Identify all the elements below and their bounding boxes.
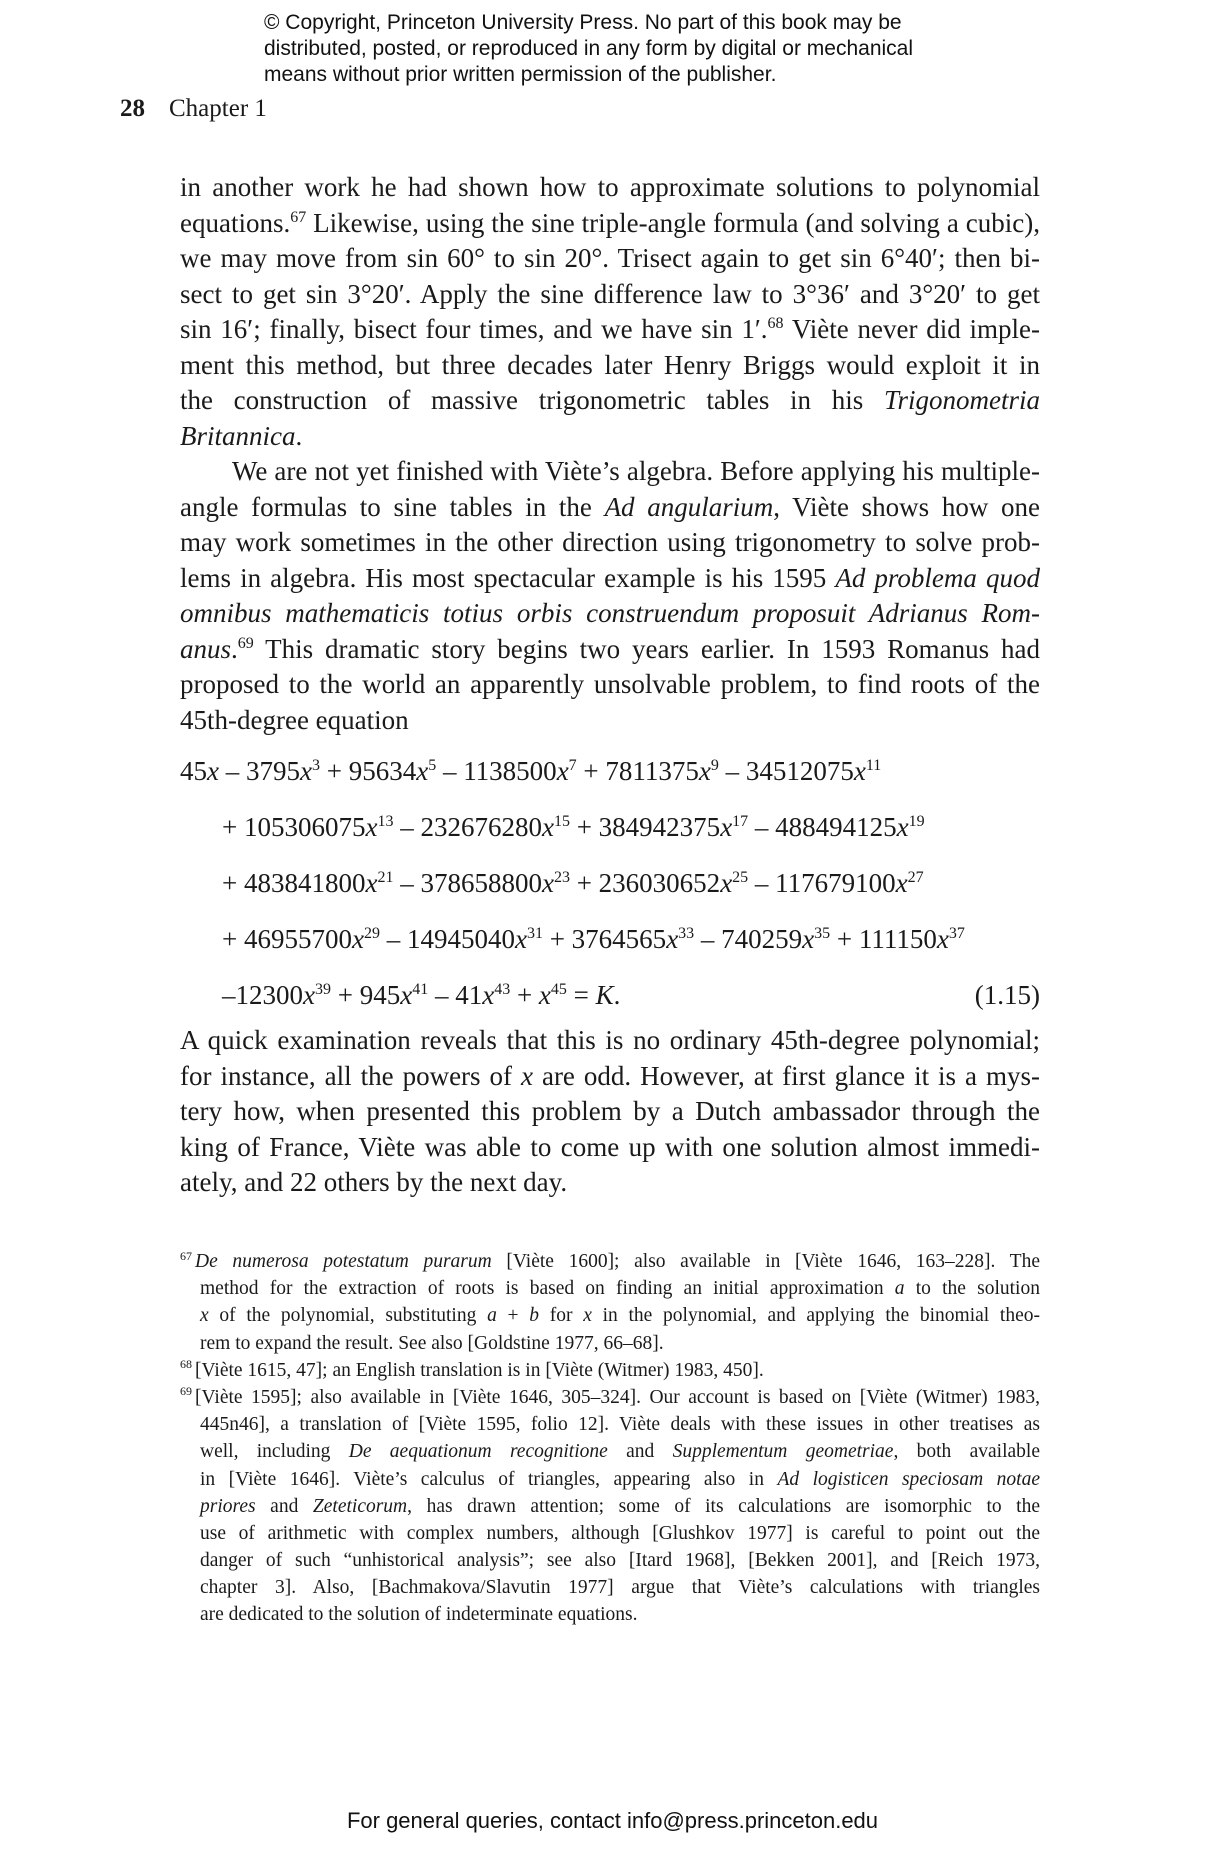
text-line: we may move from sin 60° to sin 20°. Trisect again to get sin 6°40′; then bi- xyxy=(180,243,1040,273)
equation-line xyxy=(180,924,1040,959)
text-line: tery how, when presented this problem by a Dutch ambassador through the xyxy=(180,1096,1040,1126)
text-line: A quick examination reveals that this is no ordinary 45th-degree polynomial; xyxy=(180,1025,1040,1055)
equation-terms: + $46955700x^{29} - 14945040x^{31} + 3764565x^{33} - 740259x^{35} + 111150x^{37}$ xyxy=(222,924,965,954)
footnote-line: rem to expand the result. See also [Goldstine 1977, 66–68]. xyxy=(200,1332,664,1354)
text-line: equations.$^{67}$ Likewise, using the sine triple-angle formula (and solving a cubic), xyxy=(180,207,1040,238)
text-line: sin 16′; finally, bisect four times, and we have sin 1′.$^{68}$ Viète never did imple- xyxy=(180,314,1040,344)
equation-terms: $45x - 3795x^3 + 95634x^5 - 1138500x^7 + 7811375x^9 - 34512075x^{11}$ xyxy=(180,756,882,786)
footnote-line: well, including De aequationum recognitione and Supplementum geometriae, both available xyxy=(200,1441,1040,1463)
equation-line xyxy=(180,868,1040,903)
text-line: omnibus mathematicis totius orbis construendum proposuit Adrianus Rom- xyxy=(180,598,1040,628)
equation-line xyxy=(180,812,1040,847)
paragraph-2 xyxy=(180,454,1040,738)
footnote-line: 445n46], a translation of [Viète 1595, folio 12]. Viète deals with these issues in other treatises as xyxy=(200,1414,1040,1436)
equation-line xyxy=(180,756,1040,791)
footnote-67 xyxy=(180,1248,1040,1357)
text-line: anus.$^{69}$ This dramatic story begins two years earlier. In 1593 Romanus had xyxy=(180,633,1040,664)
body-text xyxy=(180,170,1040,738)
text-line: for instance, all the powers of x are odd. However, at first glance it is a mys- xyxy=(180,1060,1040,1091)
footnote-line: are dedicated to the solution of indeterminate equations. xyxy=(200,1604,638,1626)
footnote-line: method for the extraction of roots is based on finding an initial approximation a to the solution xyxy=(200,1278,1040,1300)
contact-footer: For general queries, contact info@press.princeton.edu xyxy=(346,1808,879,1833)
footnote-69 xyxy=(180,1384,1040,1629)
footnote-line: $^{67}$ De numerosa potestatum purarum [Viète 1600]; also available in [Viète 1646, 163–228]. The xyxy=(180,1248,1040,1272)
text-line: king of France, Viète was able to come up with one solution almost immedi- xyxy=(180,1131,1040,1162)
paragraph-3 xyxy=(180,1023,1040,1201)
copyright-line: distributed, posted, or reproduced in any form by digital or mechanical xyxy=(264,37,914,60)
text-line: the construction of massive trigonometric tables in his Trigonometria xyxy=(180,385,1040,415)
text-line: sect to get sin 3°20′. Apply the sine difference law to 3°36′ and 3°20′ to get xyxy=(180,278,1040,309)
paragraph-1 xyxy=(180,170,1040,454)
text-line: in another work he had shown how to approximate solutions to polynomial xyxy=(180,172,1040,202)
footnote-line: priores and Zeteticorum, has drawn attention; some of its calculations are isomorphic to the xyxy=(200,1495,1040,1517)
equation-terms: + $483841800x^{21} - 378658800x^{23} + 236030652x^{25} - 117679100x^{27}$ xyxy=(222,868,924,898)
footnote-68 xyxy=(180,1357,1040,1384)
text-line: Britannica. xyxy=(180,420,303,451)
text-line: lems in algebra. His most spectacular example is his 1595 Ad problema quod xyxy=(180,562,1040,593)
text-line: ately, and 22 others by the next day. xyxy=(180,1167,568,1197)
text-line: We are not yet finished with Viète’s algebra. Before applying his multiple- xyxy=(232,456,1040,486)
page-number: 28 xyxy=(120,95,145,122)
footnote-line: x of the polynomial, substituting a + b for x in the polynomial, and applying the binomial theo- xyxy=(200,1305,1040,1327)
text-line: 45th-degree equation xyxy=(180,704,409,735)
equation-number: (1.15) xyxy=(974,980,1040,1010)
copyright-line: © Copyright, Princeton University Press. No part of this book may be xyxy=(264,11,902,34)
footnote-line: in [Viète 1646]. Viète’s calculus of triangles, appearing also in Ad logisticen speciosam notae xyxy=(200,1468,1040,1490)
copyright-line: means without prior written permission of the publisher. xyxy=(264,63,777,86)
text-line: ment this method, but three decades later Henry Briggs would exploit it in xyxy=(180,349,1040,380)
running-head: Chapter 1 xyxy=(169,95,267,122)
footnote-line: danger of such “unhistorical analysis”; see also [Itard 1968], [Bekken 2001], and [Reich 1973, xyxy=(200,1550,1040,1572)
equation-line xyxy=(180,980,1040,1015)
footnote-line: $^{69}$ [Viète 1595]; also available in [Viète 1646, 305–324]. Our account is based on [Viète (Witmer) 1983, xyxy=(180,1384,1040,1408)
footnote-line: use of arithmetic with complex numbers, although [Glushkov 1977] is careful to point out the xyxy=(200,1522,1040,1544)
equation-terms: + $105306075x^{13} - 232676280x^{15} + 384942375x^{17} - 488494125x^{19}$ xyxy=(222,812,925,842)
text-line: may work sometimes in the other direction using trigonometry to solve prob- xyxy=(180,527,1040,557)
footnotes xyxy=(180,1248,1040,1629)
footnote-line: $^{68}$ [Viète 1615, 47]; an English translation is in [Viète (Witmer) 1983, 450]. xyxy=(180,1357,764,1381)
equation-terms: $-12300x^{39} + 945x^{41} - 41x^{43} + x^{45} = K$. xyxy=(222,980,621,1010)
footnote-line: chapter 3]. Also, [Bachmakova/Slavutin 1977] argue that Viète’s calculations with triangles xyxy=(200,1577,1040,1599)
text-line: proposed to the world an apparently unsolvable problem, to find roots of the xyxy=(180,669,1040,699)
text-line: angle formulas to sine tables in the Ad angularium, Viète shows how one xyxy=(180,491,1040,522)
copyright-notice xyxy=(264,10,1024,88)
page-header xyxy=(120,95,267,123)
